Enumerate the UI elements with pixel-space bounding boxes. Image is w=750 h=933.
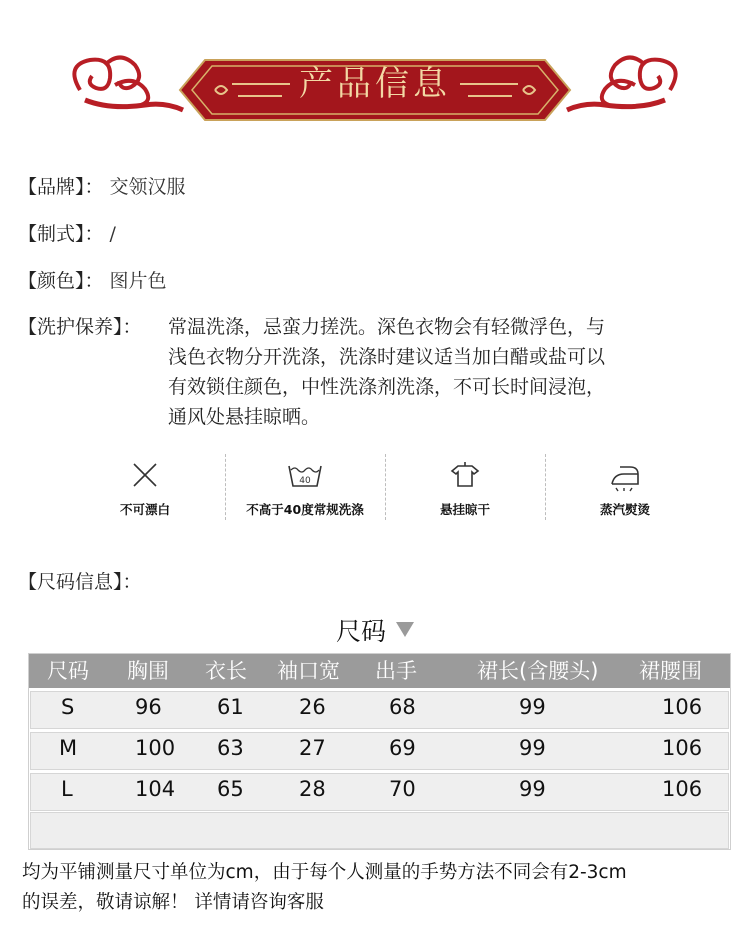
style-label: 【制式】： xyxy=(18,223,104,245)
size-table-header xyxy=(29,654,730,688)
brand-value: 交领汉服 xyxy=(109,176,186,198)
header-chest: 胸围 xyxy=(127,659,169,683)
steam-iron-icon xyxy=(606,458,644,492)
cell-skirt-waist: 106 xyxy=(662,777,703,801)
cell-skirt-length: 99 xyxy=(519,777,546,801)
color-row xyxy=(18,266,167,293)
size-title xyxy=(0,612,750,648)
cell-length: 63 xyxy=(217,736,244,760)
size-table xyxy=(28,653,731,850)
brand-row xyxy=(18,172,186,199)
cell-sleeve: 69 xyxy=(389,736,416,760)
table-row xyxy=(30,732,729,770)
care-item-hang-dry xyxy=(385,450,545,525)
cell-chest: 104 xyxy=(135,777,176,801)
cell-sleeve: 70 xyxy=(389,777,416,801)
hang-dry-icon xyxy=(448,458,482,492)
care-label-hang-dry: 悬挂晾干 xyxy=(439,502,490,517)
wash-temp-badge: 40 xyxy=(299,476,311,486)
cell-cuff: 26 xyxy=(299,695,326,719)
measurement-note: 均为平铺测量尺寸单位为cm，由于每个人测量的手势方法不同会有2-3cm xyxy=(22,862,627,883)
style-value: / xyxy=(109,223,116,245)
cell-chest: 96 xyxy=(135,695,162,719)
care-item-wash-40 xyxy=(225,450,385,525)
care-icons-strip xyxy=(65,450,705,525)
no-bleach-icon xyxy=(128,458,162,492)
care-item-no-bleach xyxy=(65,450,225,525)
banner-title: 产品信息 xyxy=(299,64,451,104)
cell-size: S xyxy=(61,695,75,719)
cell-skirt-waist: 106 xyxy=(662,695,703,719)
care-line: 通风处悬挂晾晒。 xyxy=(168,406,321,428)
care-line: 常温洗涤，忌蛮力搓洗。深色衣物会有轻微浮色，与 xyxy=(168,316,606,338)
cell-size: M xyxy=(59,736,78,760)
care-label-steam-iron: 蒸汽熨烫 xyxy=(599,502,650,517)
header-length: 衣长 xyxy=(205,659,247,683)
cell-chest: 100 xyxy=(135,736,176,760)
color-label: 【颜色】： xyxy=(18,270,104,292)
cell-length: 61 xyxy=(217,695,244,719)
table-row xyxy=(30,691,729,729)
size-info-label: 【尺码信息】： xyxy=(18,571,142,593)
cell-skirt-length: 99 xyxy=(519,736,546,760)
brand-label: 【品牌】： xyxy=(18,176,104,198)
cell-skirt-waist: 106 xyxy=(662,736,703,760)
care-instructions xyxy=(168,312,738,432)
care-label-wash-40: 不高于40度常规洗涤 xyxy=(246,502,364,517)
size-title-text: 尺码 xyxy=(335,617,386,646)
color-value: 图片色 xyxy=(109,270,167,292)
care-line: 有效锁住颜色，中性洗涤剂洗涤，不可长时间浸泡， xyxy=(168,376,606,398)
cell-cuff: 28 xyxy=(299,777,326,801)
care-item-steam-iron xyxy=(545,450,705,525)
table-row xyxy=(30,773,729,811)
style-row xyxy=(18,219,116,246)
cell-size: L xyxy=(61,777,73,801)
header-skirt-length: 裙长(含腰头) xyxy=(477,659,599,683)
care-label-no-bleach: 不可漂白 xyxy=(119,502,170,517)
header-cuff: 袖口宽 xyxy=(277,659,340,683)
cell-cuff: 27 xyxy=(299,736,326,760)
cell-skirt-length: 99 xyxy=(519,695,546,719)
care-label: 【洗护保养】： xyxy=(18,316,142,338)
header-skirt-waist: 裙腰围 xyxy=(639,659,702,683)
cell-sleeve: 68 xyxy=(389,695,416,719)
measurement-note-2: 的误差，敬请谅解！ 详情请咨询客服 xyxy=(22,892,324,913)
table-row-empty xyxy=(30,812,729,849)
header-sleeve: 出手 xyxy=(375,659,417,683)
care-line: 浅色衣物分开洗涤，洗涤时建议适当加白醋或盐可以 xyxy=(168,346,606,368)
cell-length: 65 xyxy=(217,777,244,801)
wash-40-icon xyxy=(285,458,325,492)
header-size: 尺码 xyxy=(47,659,89,683)
triangle-down-icon xyxy=(396,622,414,637)
